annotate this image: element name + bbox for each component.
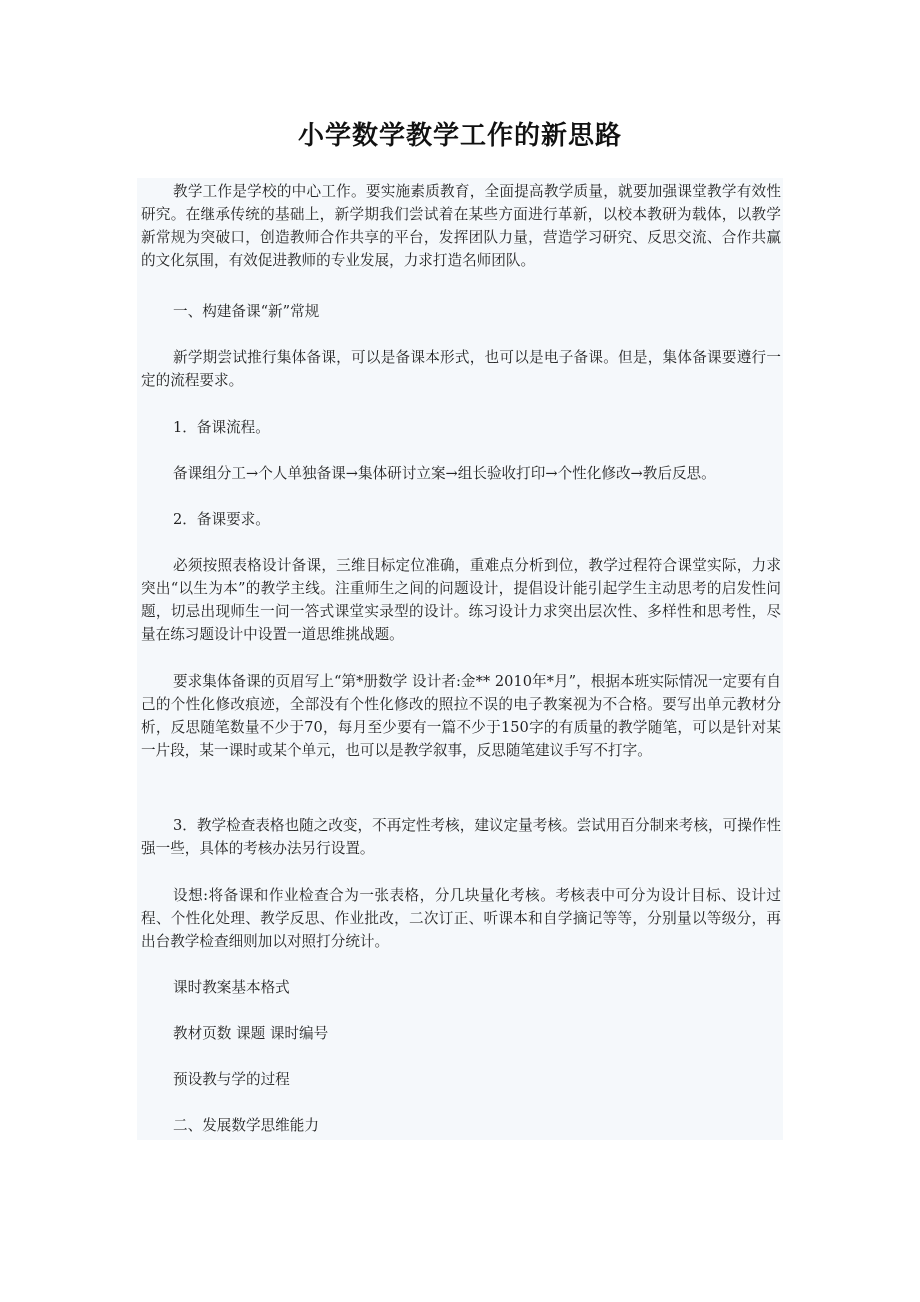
line-teaching-process: 预设教与学的过程 — [173, 1071, 290, 1088]
line-lesson-fields: 教材页数 课题 课时编号 — [173, 1025, 329, 1042]
document-title: 小学数学教学工作的新思路 — [297, 121, 622, 151]
heading-prep-requirements: 2．备课要求。 — [173, 511, 270, 528]
paragraph-table-design: 必须按照表格设计备课，三维目标定位准确，重难点分析到位，教学过程符合课堂实际，力求突出“以生为本”的教学主线。注重师生之间的问题设计，提倡设计能引起学生主动思考的启发性问题，切忌出现师生一问一答式课堂实录型的设计。练习设计力求突出层次性、多样性和思考性，尽量在练习题设计中设置一道思维挑战题。 — [141, 557, 781, 643]
article-body — [137, 178, 783, 1140]
paragraph-inspection-table: 3．教学检查表格也随之改变，不再定性考核，建议定量考核。尝试用百分制来考核，可操作性强一些，具体的考核办法另行设置。 — [141, 817, 781, 857]
heading-section-2: 二、发展数学思维能力 — [173, 1117, 319, 1134]
paragraph-intro: 教学工作是学校的中心工作。要实施素质教育，全面提高教学质量，就要加强课堂教学有效性研究。在继承传统的基础上，新学期我们尝试着在某些方面进行革新，以校本教研为载体，以教学新常规为突破口，创造教师合作共享的平台，发挥团队力量，营造学习研究、反思交流、合作共赢的文化氛围，有效促进教师的专业发展，力求打造名师团队。 — [141, 183, 781, 269]
heading-prep-process: 1．备课流程。 — [173, 419, 270, 436]
heading-section-1: 一、构建备课“新”常规 — [173, 303, 320, 320]
paragraph-header-requirements: 要求集体备课的页眉写上“第*册数学 设计者:金** 2010年*月”，根据本班实际情况一定要有自己的个性化修改痕迹，全部没有个性化修改的照拉不误的电子教案视为不合格。要写出单元教材分析，反思随笔数量不少于70，每月至少要有一篇不少于150字的有质量的教学随笔，可以是针对某一片段，某一课时或某个单元，也可以是教学叙事，反思随笔建议手写不打字。 — [141, 673, 781, 759]
paragraph-collective-prep: 新学期尝试推行集体备课，可以是备课本形式，也可以是电子备课。但是，集体备课要遵行一定的流程要求。 — [141, 349, 781, 389]
paragraph-prep-flow: 备课组分工→个人单独备课→集体研讨立案→组长验收打印→个性化修改→教后反思。 — [173, 465, 716, 482]
paragraph-proposal: 设想:将备课和作业检查合为一张表格，分几块量化考核。考核表中可分为设计目标、设计过程、个性化处理、教学反思、作业批改，二次订正、听课本和自学摘记等等，分别量以等级分，再出台教学检查细则加以对照打分统计。 — [141, 887, 781, 950]
heading-lesson-plan-format: 课时教案基本格式 — [173, 979, 290, 996]
